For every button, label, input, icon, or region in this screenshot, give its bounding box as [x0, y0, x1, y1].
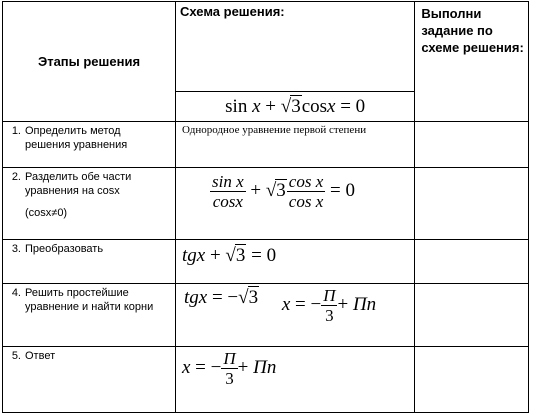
main-equation: sin x + √3cosx = 0: [225, 96, 366, 117]
stage-text: Преобразовать: [25, 243, 104, 255]
method-text: Однородное уравнение первой степени: [181, 124, 367, 136]
stage-row-5: 5. Ответ: [3, 347, 176, 413]
stage-row-2: 2. Разделить обе части уравнения на cosx (cosx≠0): [3, 168, 176, 240]
answer-cell-2[interactable]: [415, 168, 529, 240]
tg-root-equation: tgx = −√3: [183, 287, 259, 308]
stage-row-3: 3. Преобразовать: [3, 240, 176, 284]
stage-row-1: 1. Определить метод решения уравнения: [3, 122, 176, 168]
scheme-cell-2: [175, 168, 414, 240]
stage-row-4: 4. Решить простейшие уравнение и найти корни: [3, 284, 176, 347]
answer-cell-3[interactable]: [415, 240, 529, 284]
stages-header: Этапы решения: [3, 2, 176, 122]
scheme-cell-4: [175, 284, 414, 347]
scheme-cell-5: [175, 347, 414, 413]
divided-equation: $\frac{\text{sin x}}{\cos x}$ + √3 $\frac{\text{cos x}}{\text{cos x}}$ = 0: [211, 172, 355, 211]
stage-text: Определить метод решения уравнения: [25, 125, 128, 151]
scheme-header: Схема решения:: [175, 2, 414, 92]
solution-scheme-table: [2, 1, 529, 413]
stage-text: Решить простейшие уравнение и найти корни: [25, 287, 154, 313]
scheme-cell-3: [175, 240, 414, 284]
answer-cell-1[interactable]: [415, 122, 529, 168]
scheme-cell-1: [175, 122, 414, 168]
answer-cell-5[interactable]: [415, 347, 529, 413]
stage-text: Разделить обе части уравнения на cosx: [25, 171, 132, 197]
root-formula: x = − $\frac{П}{3}$ + Пn: [281, 286, 377, 325]
main-equation-cell: [175, 92, 414, 122]
tg-equation: tgx + √3 = 0: [181, 245, 277, 266]
answer-cell-4[interactable]: [415, 284, 529, 347]
answer-formula: x = − $\frac{П}{3}$ + Пn: [181, 349, 277, 388]
do-task-header: Выполни задание по схеме решения:: [415, 2, 529, 122]
stage-text: Ответ: [25, 350, 56, 362]
stage-note: (cosx≠0): [25, 207, 68, 219]
